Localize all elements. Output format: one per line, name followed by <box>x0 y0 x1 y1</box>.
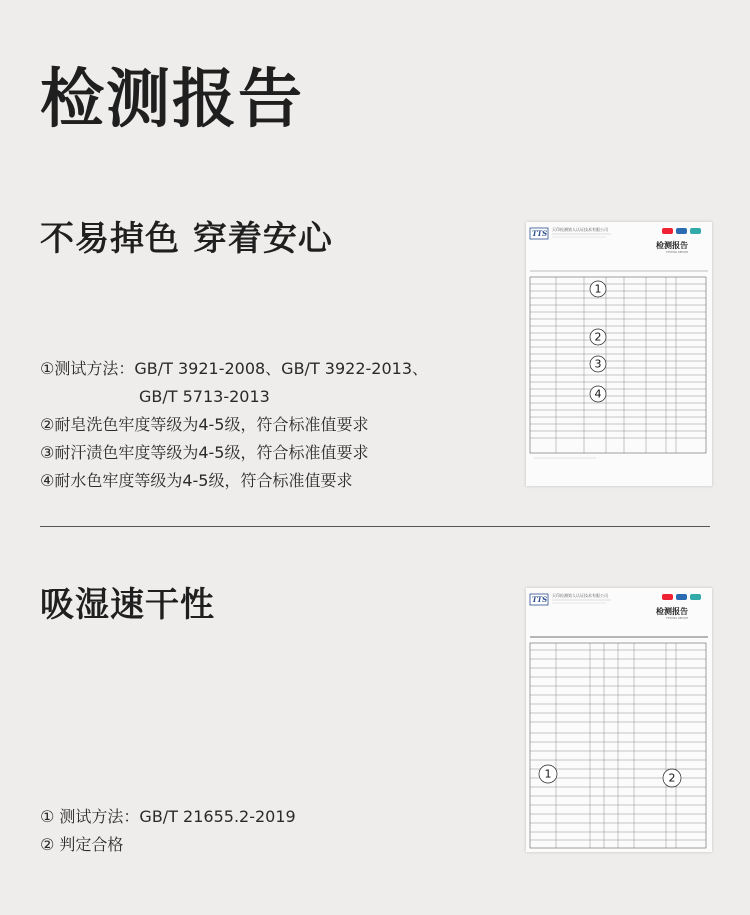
tts-logo-text: TTS <box>532 229 548 238</box>
page-title: 检测报告 <box>40 63 304 137</box>
note-line: ①测试方法：GB/T 3921-2008、GB/T 3922-2013、 <box>40 359 429 378</box>
note-test-method: ① 测试方法：GB/T 21655.2-2019 <box>40 807 296 826</box>
note-result: ② 判定合格 <box>40 835 124 854</box>
note-soaping: ②耐皂洗色牢度等级为4-5级，符合标准值要求 <box>40 415 369 434</box>
cnas-logo-icon <box>662 594 673 600</box>
report-title: 检测报告 <box>656 607 688 616</box>
report-subtitle: TESTING REPORT <box>666 251 689 254</box>
report-title: 检测报告 <box>656 241 688 250</box>
marker-1-label: 1 <box>594 282 602 296</box>
note-line-continued: GB/T 5713-2013 <box>139 387 270 406</box>
report-org: 天印检测第人认证技术有限公司 <box>552 593 608 598</box>
tts-logo-text: TTS <box>532 595 548 604</box>
section-title-colorfastness: 不易掉色 穿着安心 <box>40 219 333 259</box>
cma-logo-icon <box>690 594 701 600</box>
section-title-moisture-wicking: 吸湿速干性 <box>40 585 215 625</box>
note-perspiration: ③耐汗渍色牢度等级为4-5级，符合标准值要求 <box>40 443 369 462</box>
report-table-2 <box>530 643 706 848</box>
moisture-wicking-notes <box>40 803 296 859</box>
cma-logo-icon <box>690 228 701 234</box>
test-report-image-moisture-wicking <box>526 588 712 852</box>
marker-4-label: 4 <box>594 387 602 401</box>
marker-2-label: 2 <box>594 330 602 344</box>
cnas-logo-icon <box>662 228 673 234</box>
report-org: 天印检测第人认证技术有限公司 <box>552 227 608 232</box>
note-water: ④耐水色牢度等级为4-5级，符合标准值要求 <box>40 471 353 490</box>
ilac-logo-icon <box>676 228 687 234</box>
report-table-1 <box>530 277 706 453</box>
note-test-method <box>40 355 428 411</box>
marker-2-label: 2 <box>668 771 676 785</box>
section-divider <box>40 526 710 527</box>
colorfastness-notes <box>40 355 428 495</box>
report-subtitle: TESTING REPORT <box>666 617 689 620</box>
marker-1-label: 1 <box>544 767 552 781</box>
ilac-logo-icon <box>676 594 687 600</box>
test-report-image-colorfastness <box>526 222 712 486</box>
marker-3-label: 3 <box>594 357 602 371</box>
